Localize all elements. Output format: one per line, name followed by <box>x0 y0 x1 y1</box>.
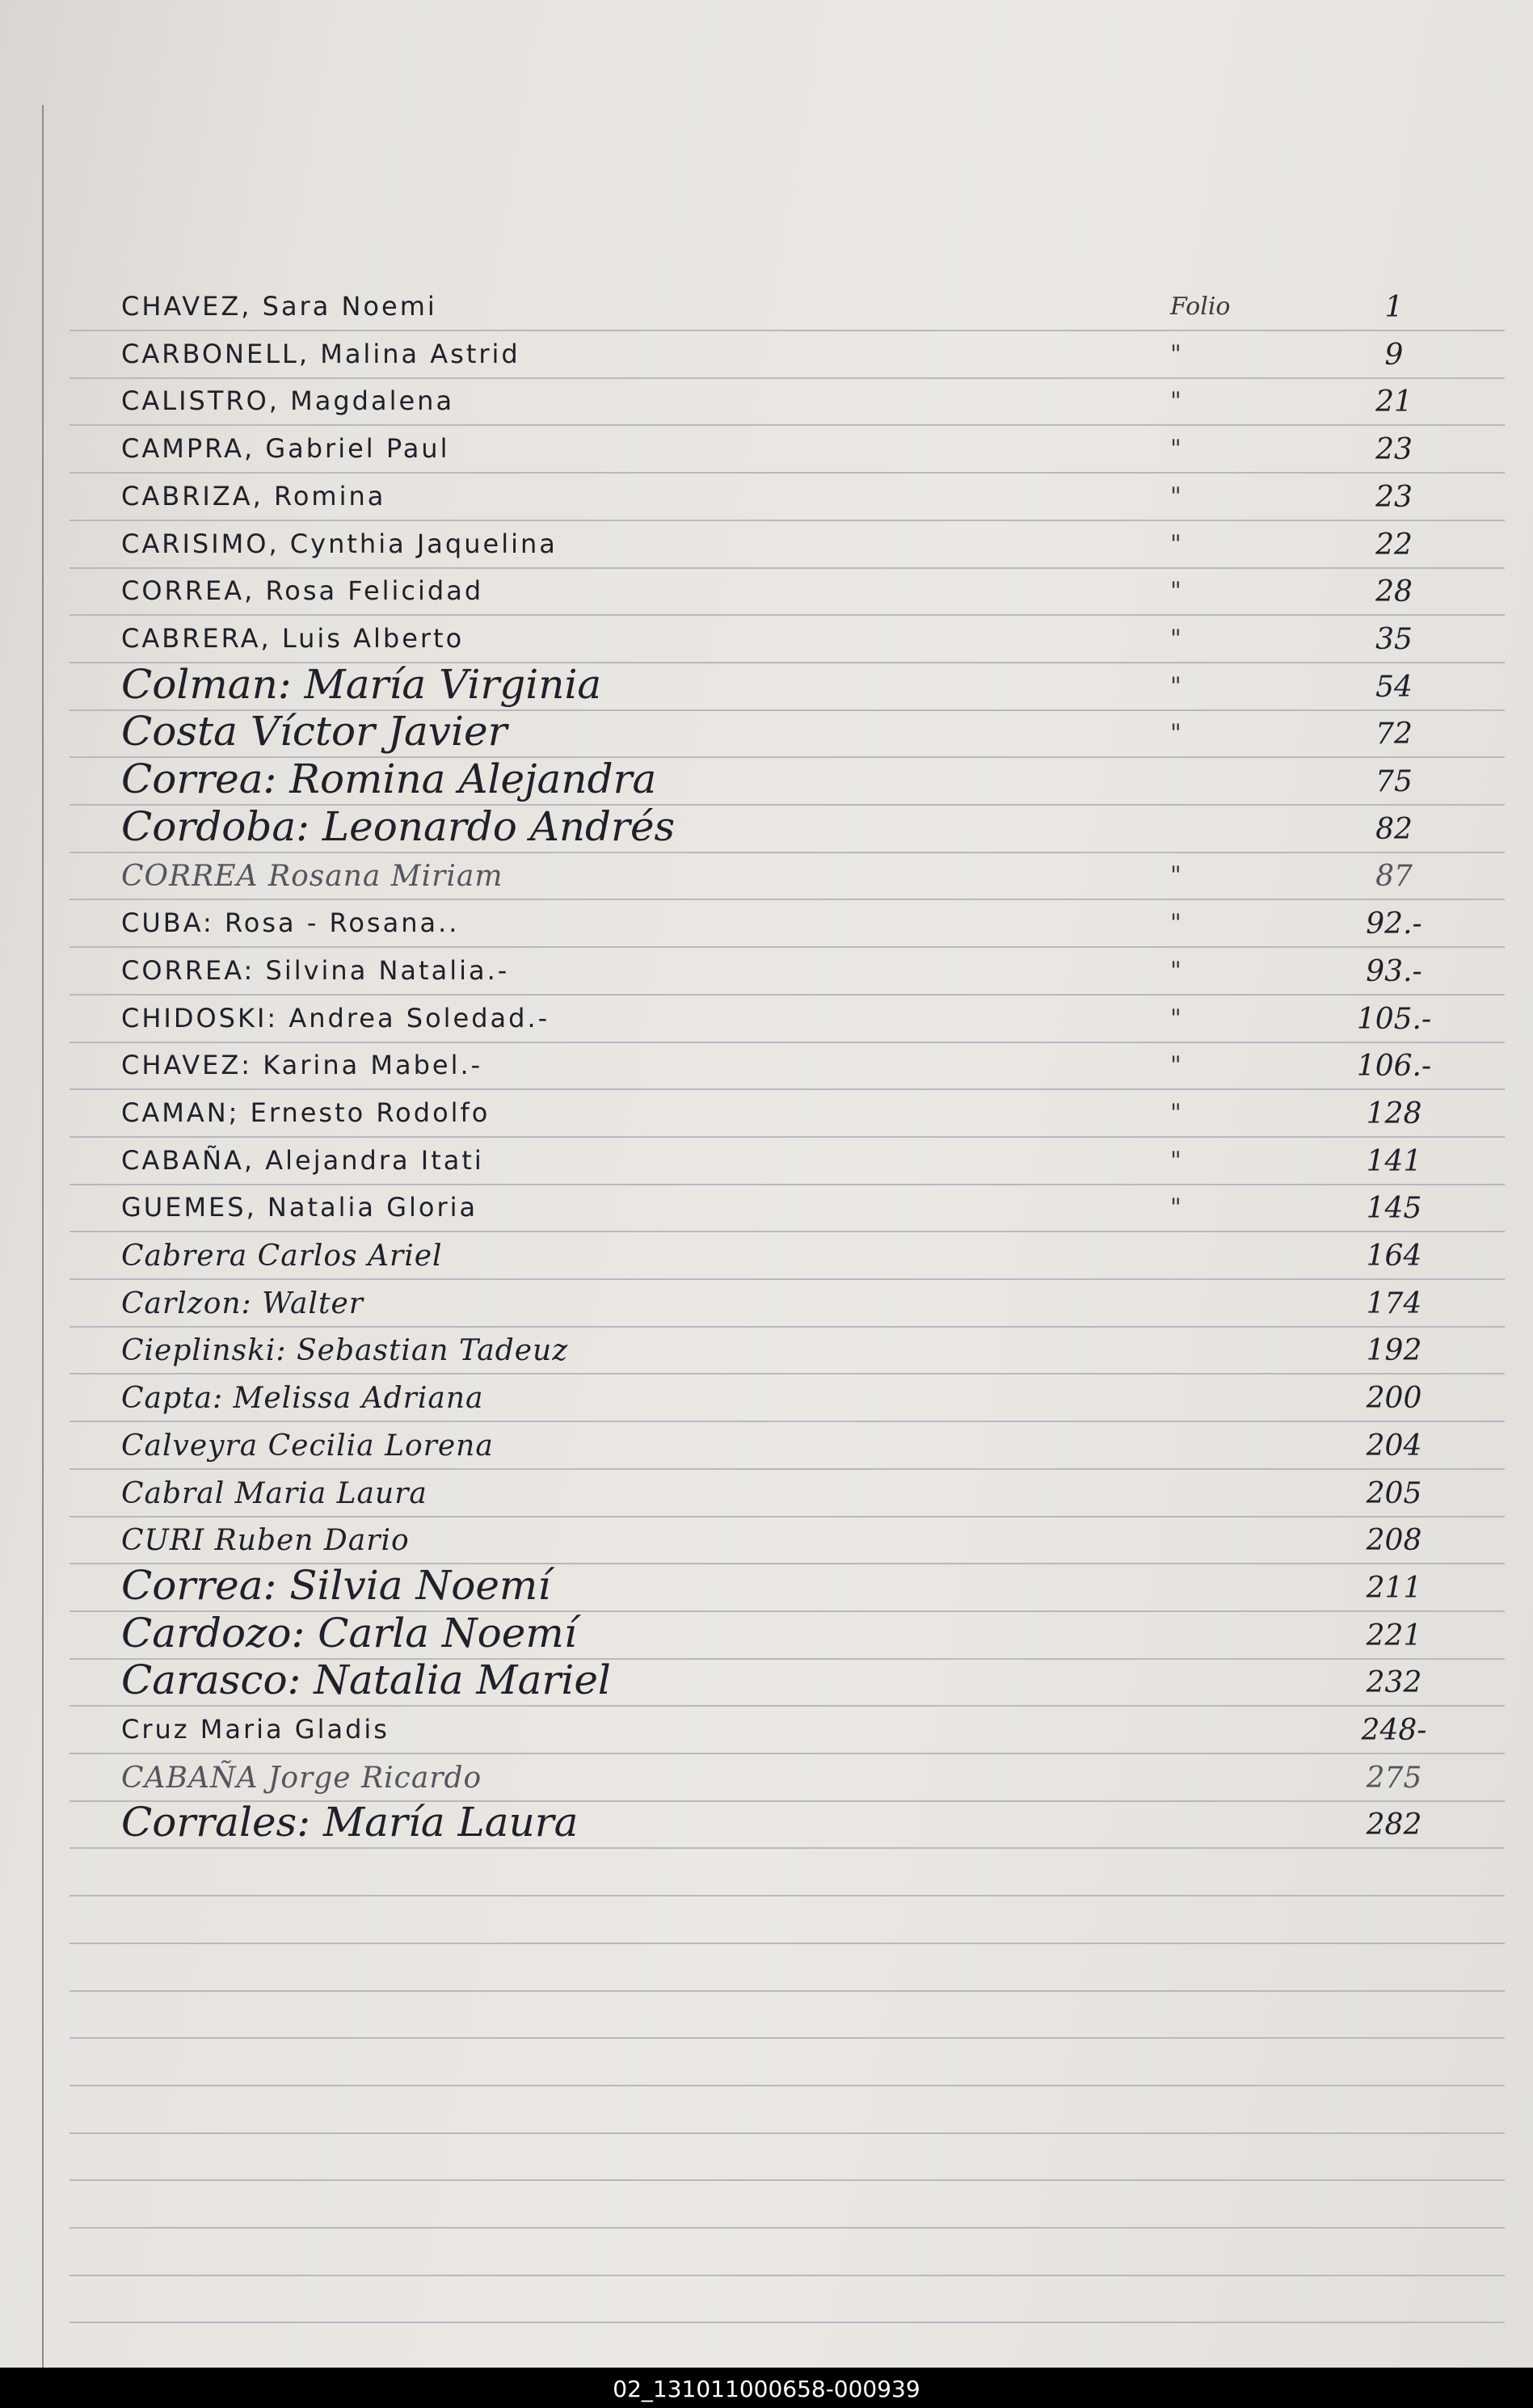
index-entry <box>0 1712 1533 1756</box>
ruled-line <box>69 2037 1505 2039</box>
folio-number: 87 <box>1375 860 1413 893</box>
entry-name: CARISIMO, Cynthia Jaquelina <box>121 528 558 559</box>
ditto-mark: " <box>1170 719 1181 747</box>
index-entry <box>0 1286 1533 1329</box>
entry-name: CHAVEZ, Sara Noemi <box>121 291 437 322</box>
entry-name: Correa: Silvia Noemí <box>121 1562 551 1609</box>
entry-name: CHIDOSKI: Andrea Soledad.- <box>121 1003 550 1034</box>
index-entry <box>0 574 1533 617</box>
index-entry <box>0 1476 1533 1519</box>
folio-number: 128 <box>1366 1097 1422 1130</box>
ditto-mark: " <box>1170 909 1181 937</box>
index-entry <box>0 1522 1533 1566</box>
index-entry <box>0 1048 1533 1092</box>
entry-name: CORREA, Rosa Felicidad <box>121 575 484 606</box>
index-entry <box>0 708 1533 760</box>
ruled-line <box>69 2322 1505 2323</box>
ruled-line <box>69 1895 1505 1897</box>
ruled-line <box>69 2227 1505 2229</box>
folio-number: 205 <box>1366 1477 1422 1510</box>
folio-number: 75 <box>1375 765 1413 798</box>
folio-number: 282 <box>1366 1808 1422 1842</box>
ditto-mark: " <box>1170 340 1181 368</box>
index-entry <box>0 1799 1533 1850</box>
index-entry <box>0 289 1533 333</box>
folio-number: 204 <box>1366 1429 1422 1463</box>
folio-number: 192 <box>1366 1334 1422 1367</box>
entry-name: CABRIZA, Romina <box>121 481 386 511</box>
index-entry <box>0 661 1533 713</box>
entry-name: CHAVEZ: Karina Mabel.- <box>121 1050 483 1080</box>
index-entry <box>0 384 1533 427</box>
folio-number: 174 <box>1366 1287 1422 1320</box>
index-entry <box>0 621 1533 665</box>
index-entry <box>0 954 1533 997</box>
index-entry <box>0 1238 1533 1282</box>
folio-number: 275 <box>1366 1762 1422 1795</box>
ditto-mark: Folio <box>1170 293 1231 321</box>
folio-number: 105.- <box>1356 1003 1432 1036</box>
ruled-line <box>69 2085 1505 2086</box>
folio-number: 106.- <box>1356 1050 1432 1083</box>
entry-name: CORREA: Silvina Natalia.- <box>121 955 510 986</box>
ditto-mark: " <box>1170 1147 1181 1175</box>
index-entry <box>0 527 1533 570</box>
ditto-mark: " <box>1170 625 1181 653</box>
folio-number: 9 <box>1384 339 1404 372</box>
entry-name: Cabral Maria Laura <box>121 1477 427 1510</box>
index-entry <box>0 1332 1533 1376</box>
folio-number: 232 <box>1366 1666 1422 1699</box>
ditto-mark: " <box>1170 1193 1181 1222</box>
folio-number: 248- <box>1361 1714 1427 1747</box>
folio-number: 54 <box>1375 671 1413 704</box>
entry-name: Cardozo: Carla Noemí <box>121 1610 577 1657</box>
index-entry <box>0 1610 1533 1661</box>
ditto-mark: " <box>1170 387 1181 415</box>
folio-number: 21 <box>1375 385 1413 419</box>
ditto-mark: " <box>1170 482 1181 511</box>
folio-number: 141 <box>1366 1145 1422 1178</box>
ruled-line <box>69 1943 1505 1944</box>
folio-number: 22 <box>1375 528 1413 562</box>
entry-name: Colman: María Virginia <box>121 661 602 708</box>
folio-number: 35 <box>1375 623 1413 656</box>
ditto-mark: " <box>1170 435 1181 463</box>
entry-name: CABRERA, Luis Alberto <box>121 623 465 654</box>
index-entry <box>0 858 1533 902</box>
index-entry <box>0 803 1533 855</box>
ruled-line <box>69 2275 1505 2276</box>
entry-name: GUEMES, Natalia Gloria <box>121 1192 478 1223</box>
folio-number: 164 <box>1366 1240 1422 1273</box>
entry-name: CALISTRO, Magdalena <box>121 385 455 416</box>
entry-name: CURI Ruben Dario <box>121 1524 410 1557</box>
entry-name: Capta: Melissa Adriana <box>121 1382 484 1415</box>
index-entry <box>0 1190 1533 1234</box>
entry-name: CARBONELL, Malina Astrid <box>121 339 520 369</box>
folio-number: 82 <box>1375 813 1413 846</box>
entry-name: Cieplinski: Sebastian Tadeuz <box>121 1334 569 1367</box>
index-entry <box>0 756 1533 807</box>
index-entry <box>0 1428 1533 1471</box>
ruled-line <box>69 2132 1505 2134</box>
index-entry <box>0 1380 1533 1424</box>
entry-name: Carlzon: Walter <box>121 1287 364 1320</box>
index-entry <box>0 337 1533 381</box>
ditto-mark: " <box>1170 672 1181 701</box>
folio-number: 221 <box>1366 1619 1422 1652</box>
entry-name: Correa: Romina Alejandra <box>121 756 657 802</box>
entry-name: CAMAN; Ernesto Rodolfo <box>121 1097 491 1128</box>
index-entry <box>0 1760 1533 1804</box>
entry-name: Calveyra Cecilia Lorena <box>121 1429 494 1463</box>
folio-number: 145 <box>1366 1192 1422 1225</box>
folio-number: 23 <box>1375 481 1413 514</box>
entry-name: Corrales: María Laura <box>121 1799 579 1846</box>
ditto-mark: " <box>1170 1051 1181 1080</box>
folio-number: 93.- <box>1366 955 1422 988</box>
index-entry <box>0 1562 1533 1614</box>
folio-number: 72 <box>1375 718 1413 751</box>
entry-name: Cruz Maria Gladis <box>121 1714 390 1745</box>
index-entry <box>0 1657 1533 1708</box>
folio-number: 28 <box>1375 575 1413 608</box>
ditto-mark: " <box>1170 577 1181 605</box>
entry-name: Cordoba: Leonardo Andrés <box>121 803 676 850</box>
index-entry <box>0 1096 1533 1139</box>
ditto-mark: " <box>1170 1004 1181 1033</box>
folio-number: 92.- <box>1366 907 1422 941</box>
entry-name: CABAÑA, Alejandra Itati <box>121 1145 484 1176</box>
folio-number: 211 <box>1366 1572 1422 1605</box>
entry-name: Costa Víctor Javier <box>121 708 507 755</box>
entry-name: CAMPRA, Gabriel Paul <box>121 433 450 464</box>
index-entry <box>0 1001 1533 1045</box>
ditto-mark: " <box>1170 957 1181 985</box>
entry-name: CABAÑA Jorge Ricardo <box>121 1762 482 1795</box>
folio-number: 1 <box>1384 291 1404 324</box>
ruled-line <box>69 1990 1505 1992</box>
index-entry <box>0 1143 1533 1187</box>
entry-name: Carasco: Natalia Mariel <box>121 1657 611 1703</box>
entry-name: Cabrera Carlos Ariel <box>121 1240 443 1273</box>
folio-number: 208 <box>1366 1524 1422 1557</box>
ditto-mark: " <box>1170 861 1181 890</box>
footer-bar <box>0 2368 1533 2408</box>
entry-name: CUBA: Rosa - Rosana.. <box>121 907 460 938</box>
entry-name: CORREA Rosana Miriam <box>121 860 503 893</box>
folio-number: 23 <box>1375 433 1413 466</box>
folio-number: 200 <box>1366 1382 1422 1415</box>
document-code: 02_131011000658-000939 <box>613 2376 920 2402</box>
ruled-line <box>69 2179 1505 2181</box>
index-entry <box>0 906 1533 949</box>
ditto-mark: " <box>1170 1099 1181 1127</box>
index-entry <box>0 432 1533 475</box>
ditto-mark: " <box>1170 530 1181 558</box>
index-entry <box>0 479 1533 523</box>
